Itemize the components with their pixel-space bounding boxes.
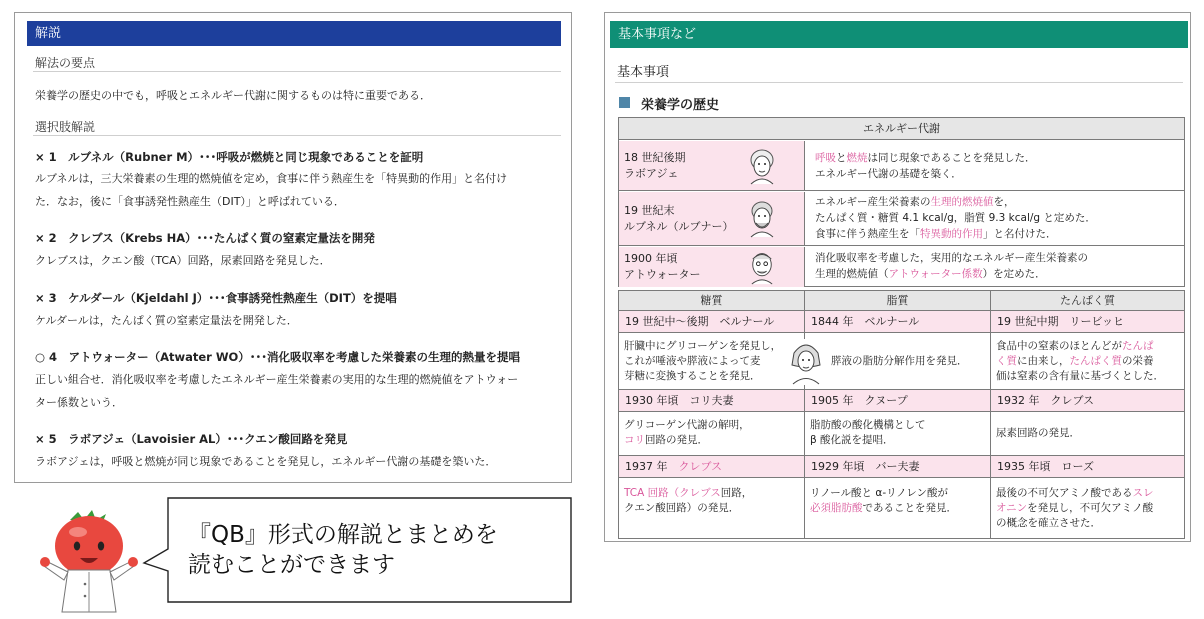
text bbox=[996, 486, 1184, 501]
callout-line: 読むことができます bbox=[188, 552, 395, 578]
table-cell: 19 世紀中～後期 ベルナール bbox=[619, 311, 805, 333]
era-label: 18 世紀後期 bbox=[624, 151, 686, 164]
table-cell bbox=[991, 478, 1184, 538]
scientist-name: ラボアジェ bbox=[624, 167, 679, 180]
table-cell: 1932 年 クレブス bbox=[991, 390, 1184, 412]
highlight: アトウォーター係数 bbox=[888, 268, 983, 280]
square-bullet-icon bbox=[619, 97, 630, 108]
portrait-icon bbox=[743, 248, 781, 285]
energy-metabolism-table bbox=[618, 117, 1185, 287]
table-cell bbox=[619, 247, 805, 287]
table-cell bbox=[619, 141, 805, 190]
highlight: スレ bbox=[1132, 487, 1154, 499]
option-4-text: ター係数という． bbox=[35, 396, 123, 409]
energy-desc bbox=[815, 267, 1046, 282]
table-cell bbox=[619, 456, 805, 478]
text: は同じ現象であることを発見した． bbox=[867, 152, 1036, 164]
option-1-title: × 1 ルブネル（Rubner M）･･･呼吸が燃焼と同じ現象であることを証明 bbox=[35, 150, 424, 164]
divider bbox=[33, 135, 561, 136]
table-cell bbox=[619, 412, 805, 456]
callout-line: 『QB』形式の解説とまとめを bbox=[188, 522, 498, 548]
text: 価は窒素の含有量に基づくとした． bbox=[996, 370, 1164, 382]
highlight: クレブス bbox=[679, 487, 721, 499]
divider bbox=[33, 71, 561, 72]
energy-desc bbox=[815, 151, 1036, 166]
table-cell: 尿素回路の発見． bbox=[991, 412, 1184, 456]
scientist-name: ルブネル（ルブナー） bbox=[624, 220, 734, 233]
text: の栄養 bbox=[1122, 355, 1154, 367]
table-cell: 1844 年 ベルナール bbox=[805, 311, 991, 333]
highlight: 呼吸 bbox=[815, 152, 836, 164]
era-label: 1900 年頃 bbox=[624, 252, 678, 265]
basics-subtitle: 基本事項 bbox=[617, 65, 670, 80]
column-header: 脂質 bbox=[805, 291, 991, 311]
table-cell bbox=[805, 478, 991, 538]
energy-desc: 消化吸収率を考慮した，実用的なエネルギー産生栄養素の bbox=[815, 252, 1088, 264]
option-4-title: ○ 4 アトウォーター（Atwater WO）･･･消化吸収率を考慮した栄養素の生理的熱量を提唱 bbox=[35, 350, 521, 364]
option-5-title: × 5 ラボアジェ（Lavoisier AL）･･･クエン酸回路を発見 bbox=[35, 432, 348, 446]
table-cell bbox=[991, 333, 1184, 390]
nutrients-history-table bbox=[618, 290, 1185, 539]
text bbox=[624, 486, 804, 501]
highlight: TCA 回路（ bbox=[624, 487, 680, 499]
text: 回路の発見． bbox=[645, 434, 708, 446]
table-cell: 1905 年 クヌープ bbox=[805, 390, 991, 412]
text: エネルギー産生栄養素の bbox=[815, 196, 931, 208]
energy-desc bbox=[815, 227, 1057, 242]
table-cell: 1935 年頃 ローズ bbox=[991, 456, 1184, 478]
column-header: たんぱく質 bbox=[991, 291, 1184, 311]
highlight: オニン bbox=[996, 502, 1028, 514]
text: を発見し，不可欠アミノ酸 bbox=[1027, 502, 1154, 514]
table-cell: 1930 年頃 コリ夫妻 bbox=[619, 390, 805, 412]
energy-desc: たんぱく質・糖質 4.1 kcal/g，脂質 9.3 kcal/g と定めた． bbox=[815, 212, 1096, 224]
table-cell: 19 世紀中期 リービッヒ bbox=[991, 311, 1184, 333]
text: に由来し， bbox=[1017, 355, 1070, 367]
options-title: 選択肢解説 bbox=[35, 120, 96, 134]
option-3-text: ケルダールは，たんぱく質の窒素定量法を開発した． bbox=[35, 314, 298, 327]
text: 回路， bbox=[720, 487, 753, 499]
energy-desc: エネルギー代謝の基礎を築く． bbox=[815, 168, 962, 180]
text bbox=[624, 433, 804, 448]
table-cell: 膵液の脂肪分解作用を発見． bbox=[805, 333, 991, 390]
column-header: 糖質 bbox=[619, 291, 805, 311]
table-cell bbox=[619, 478, 805, 538]
table-cell: 1929 年頃 バー夫妻 bbox=[805, 456, 991, 478]
text bbox=[996, 501, 1184, 516]
portrait-icon bbox=[743, 146, 781, 186]
text: 食事に伴う熱産生を「 bbox=[815, 228, 920, 240]
table-row bbox=[619, 247, 1184, 287]
text: 」と名付けた． bbox=[983, 228, 1057, 240]
option-4-text: 正しい組合せ．消化吸収率を考慮したエネルギー産生栄養素の実用的な生理的燃焼値をアトウォー bbox=[35, 373, 519, 386]
key-points-title: 解法の要点 bbox=[35, 56, 96, 70]
text: グリコーゲン代謝の解明， bbox=[624, 419, 750, 431]
portrait-icon bbox=[788, 339, 824, 385]
text bbox=[996, 339, 1184, 354]
text: クエン酸回路）の発見． bbox=[624, 502, 740, 514]
basics-panel bbox=[604, 12, 1191, 542]
basics-header: 基本事項など bbox=[610, 21, 1188, 48]
callout-text bbox=[188, 520, 498, 580]
text: リノール酸と α-リノレン酸が bbox=[810, 487, 948, 499]
text: 芽糖に変換することを発見． bbox=[624, 370, 761, 382]
text: 1937 年 bbox=[625, 460, 679, 473]
option-5-text: ラボアジェは，呼吸と燃焼が同じ現象であることを発見し，エネルギー代謝の基礎を築いた． bbox=[35, 455, 497, 468]
highlight: コリ bbox=[624, 434, 645, 446]
text: 最後の不可欠アミノ酸である bbox=[996, 487, 1133, 499]
scientist-name: アトウォーター bbox=[624, 268, 701, 281]
text: 食品中の窒素のほとんどが bbox=[996, 340, 1122, 352]
era-label: 19 世紀末 bbox=[624, 204, 675, 217]
option-2-text: クレブスは，クエン酸（TCA）回路，尿素回路を発見した． bbox=[35, 254, 331, 267]
explanation-header: 解説 bbox=[27, 21, 561, 46]
table-row bbox=[619, 192, 1184, 246]
text bbox=[996, 354, 1184, 369]
table-cell bbox=[619, 333, 805, 390]
text: 肝臓中にグリコーゲンを発見し， bbox=[624, 340, 782, 352]
highlight: く質 bbox=[996, 355, 1017, 367]
energy-desc bbox=[815, 195, 1015, 210]
option-1-text: ルブネルは，三大栄養素の生理的燃焼値を定め，食事に伴う熱産生を「特異動的作用」と名付け bbox=[35, 172, 508, 185]
tomato-mascot-icon bbox=[40, 508, 138, 614]
text: 脂肪酸の酸化機構として bbox=[810, 419, 926, 431]
text: の概念を確立させた． bbox=[996, 517, 1101, 529]
table-cell bbox=[619, 192, 805, 245]
option-1-text: た．なお，後に「食事誘発性熱産生（DIT）」と呼ばれている． bbox=[35, 195, 345, 208]
highlight: 特異動的作用 bbox=[920, 228, 983, 240]
table-cell bbox=[805, 412, 991, 456]
highlight: 生理的燃焼値 bbox=[930, 196, 994, 208]
divider bbox=[615, 82, 1183, 83]
table-row bbox=[619, 141, 1184, 191]
key-points-text: 栄養学の歴史の中でも，呼吸とエネルギー代謝に関するものは特に重要である． bbox=[35, 89, 431, 102]
option-2-title: × 2 クレブス（Krebs HA）･･･たんぱく質の窒素定量法を開発 bbox=[35, 231, 375, 245]
text bbox=[810, 501, 990, 516]
text: を， bbox=[993, 196, 1015, 208]
highlight: 必須脂肪酸 bbox=[810, 502, 863, 514]
text: 生理的燃焼値（ bbox=[815, 268, 889, 280]
explanation-panel bbox=[14, 12, 572, 483]
option-3-title: × 3 ケルダール（Kjeldahl J）･･･食事誘発性熱産生（DIT）を提唱 bbox=[35, 291, 397, 305]
text: ）を定めた． bbox=[982, 268, 1046, 280]
history-title: 栄養学の歴史 bbox=[641, 98, 720, 113]
text: β 酸化説を提唱． bbox=[810, 434, 894, 446]
text: これが唾液や膵液によって麦 bbox=[624, 355, 761, 367]
energy-table-header: エネルギー代謝 bbox=[619, 118, 1184, 140]
highlight: たんぱ bbox=[1122, 340, 1154, 352]
highlight: 燃焼 bbox=[846, 152, 868, 164]
portrait-icon bbox=[743, 199, 781, 239]
text: であることを発見． bbox=[862, 502, 957, 514]
highlight: クレブス bbox=[678, 460, 723, 473]
highlight: たんぱく質 bbox=[1069, 355, 1122, 367]
text: と bbox=[836, 152, 847, 164]
